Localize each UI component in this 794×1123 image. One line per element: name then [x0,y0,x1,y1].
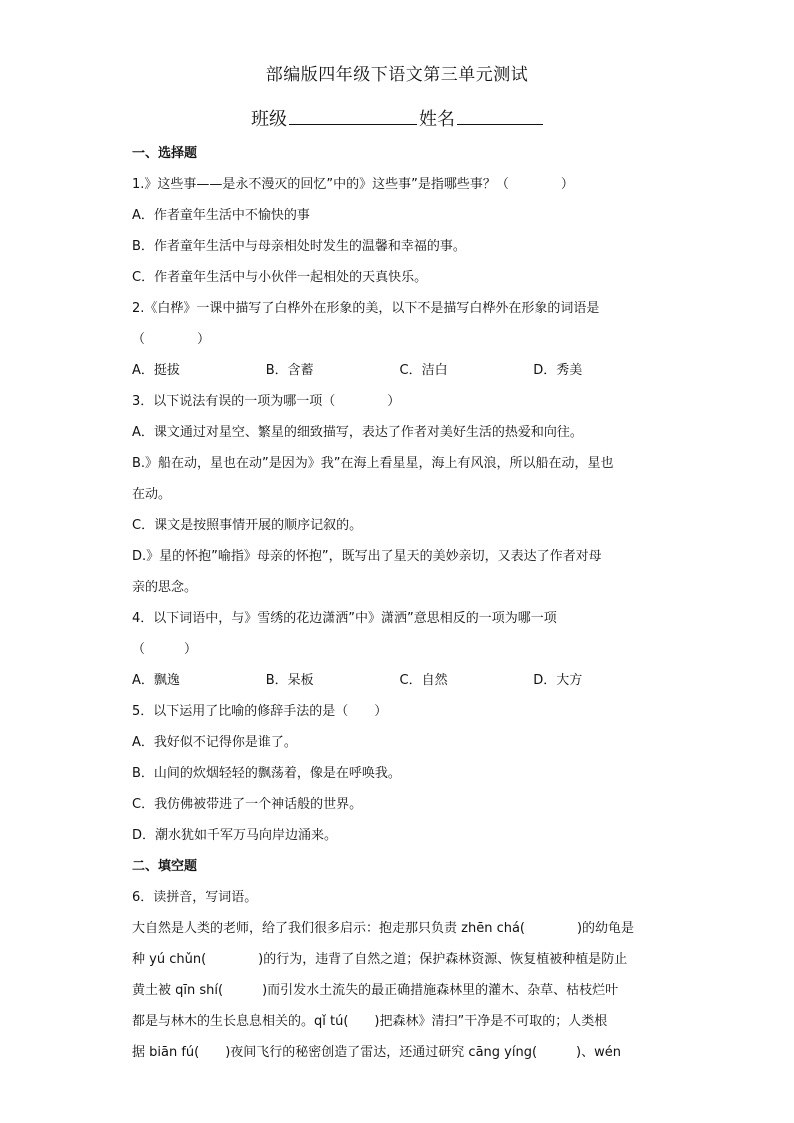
option-line: 亲的思念。 [132,580,198,595]
paragraph-line: 都是与林木的生长息息相关的。qǐ tú( )把森林》清扫”干净是不可取的；人类根 [132,1014,608,1029]
option-line: 在动。 [132,487,172,502]
option-item: C．洁白 [399,363,448,378]
option-item: C．自然 [399,673,448,688]
option-row [132,355,667,386]
paragraph-line: 黄土被 qīn shí( )而引发水土流失的最正确措施森林里的灌木、杂草、枯枝烂叶 [132,983,619,998]
question-stem: 2.《白桦》一课中描写了白桦外在形象的美，以下不是描写白桦外在形象的词语是 [132,301,600,316]
option-row [132,665,667,696]
question-stem: 6．读拼音，写词语。 [132,890,258,905]
name-blank[interactable] [457,108,543,125]
paragraph-line: 种 yú chǔn( )的行为，违背了自然之道；保护森林资源、恢复植被种植是防止 [132,952,628,967]
option-item: D．秀美 [533,363,583,378]
name-label: 姓名 [419,109,455,130]
option-item: B．呆板 [265,673,314,688]
paragraph-line: 据 biān fú( )夜间飞行的秘密创造了雷达，还通过研究 cāng yíng( )、wén [132,1045,621,1060]
section-title: 二、填空题 [132,859,198,874]
question-stem: 4．以下词语中，与》雪绣的花边潇洒”中》潇洒”意思相反的一项为哪一项 [132,611,557,626]
option-line: D．潮水犹如千军万马向岸边涌来。 [132,828,338,843]
option-line: A．作者童年生活中不愉快的事 [132,208,310,223]
option-line: D.》星的怀抱”喻指》母亲的怀抱”，既写出了星天的美妙亲切，又表达了作者对母 [132,549,602,564]
option-item: B．含蓄 [265,363,314,378]
option-line: B．作者童年生活中与母亲相处时发生的温馨和幸福的事。 [132,239,466,254]
question-stem: 3．以下说法有误的一项为哪一项（ ） [132,394,401,409]
option-line: C．作者童年生活中与小伙伴一起相处的天真快乐。 [132,270,428,285]
answer-paren: （ ） [132,642,198,657]
option-line: C．课文是按照事情开展的顺序记叙的。 [132,518,363,533]
page-title: 部编版四年级下语文第三单元测试 [265,65,529,85]
name-bar [0,105,794,131]
option-line: B．山间的炊烟轻轻的飘荡着，像是在呼唤我。 [132,766,401,781]
question-stem: 5．以下运用了比喻的修辞手法的是（ ） [132,704,388,719]
question-stem: 1.》这些事——是永不漫灭的回忆”中的》这些事”是指哪些事？（ ） [132,177,574,192]
class-label: 班级 [251,109,287,130]
option-line: B.》船在动，星也在动”是因为》我”在海上看星星，海上有风浪，所以船在动，星也 [132,456,614,471]
exam-content [132,138,667,1068]
option-item: D．大方 [533,673,583,688]
option-line: A．课文通过对星空、繁星的细致描写，表达了作者对美好生活的热爱和向往。 [132,425,583,440]
answer-paren: （ ） [132,332,211,347]
section-title: 一、选择题 [132,146,198,161]
option-item: A．挺拔 [132,363,180,378]
option-line: C．我仿佛被带进了一个神话般的世界。 [132,797,363,812]
option-line: A．我好似不记得你是谁了。 [132,735,297,750]
class-blank[interactable] [289,108,417,125]
paragraph-line: 大自然是人类的老师，给了我们很多启示：抱走那只负责 zhēn chá( )的幼龟是 [132,921,635,936]
option-item: A．飘逸 [132,673,180,688]
